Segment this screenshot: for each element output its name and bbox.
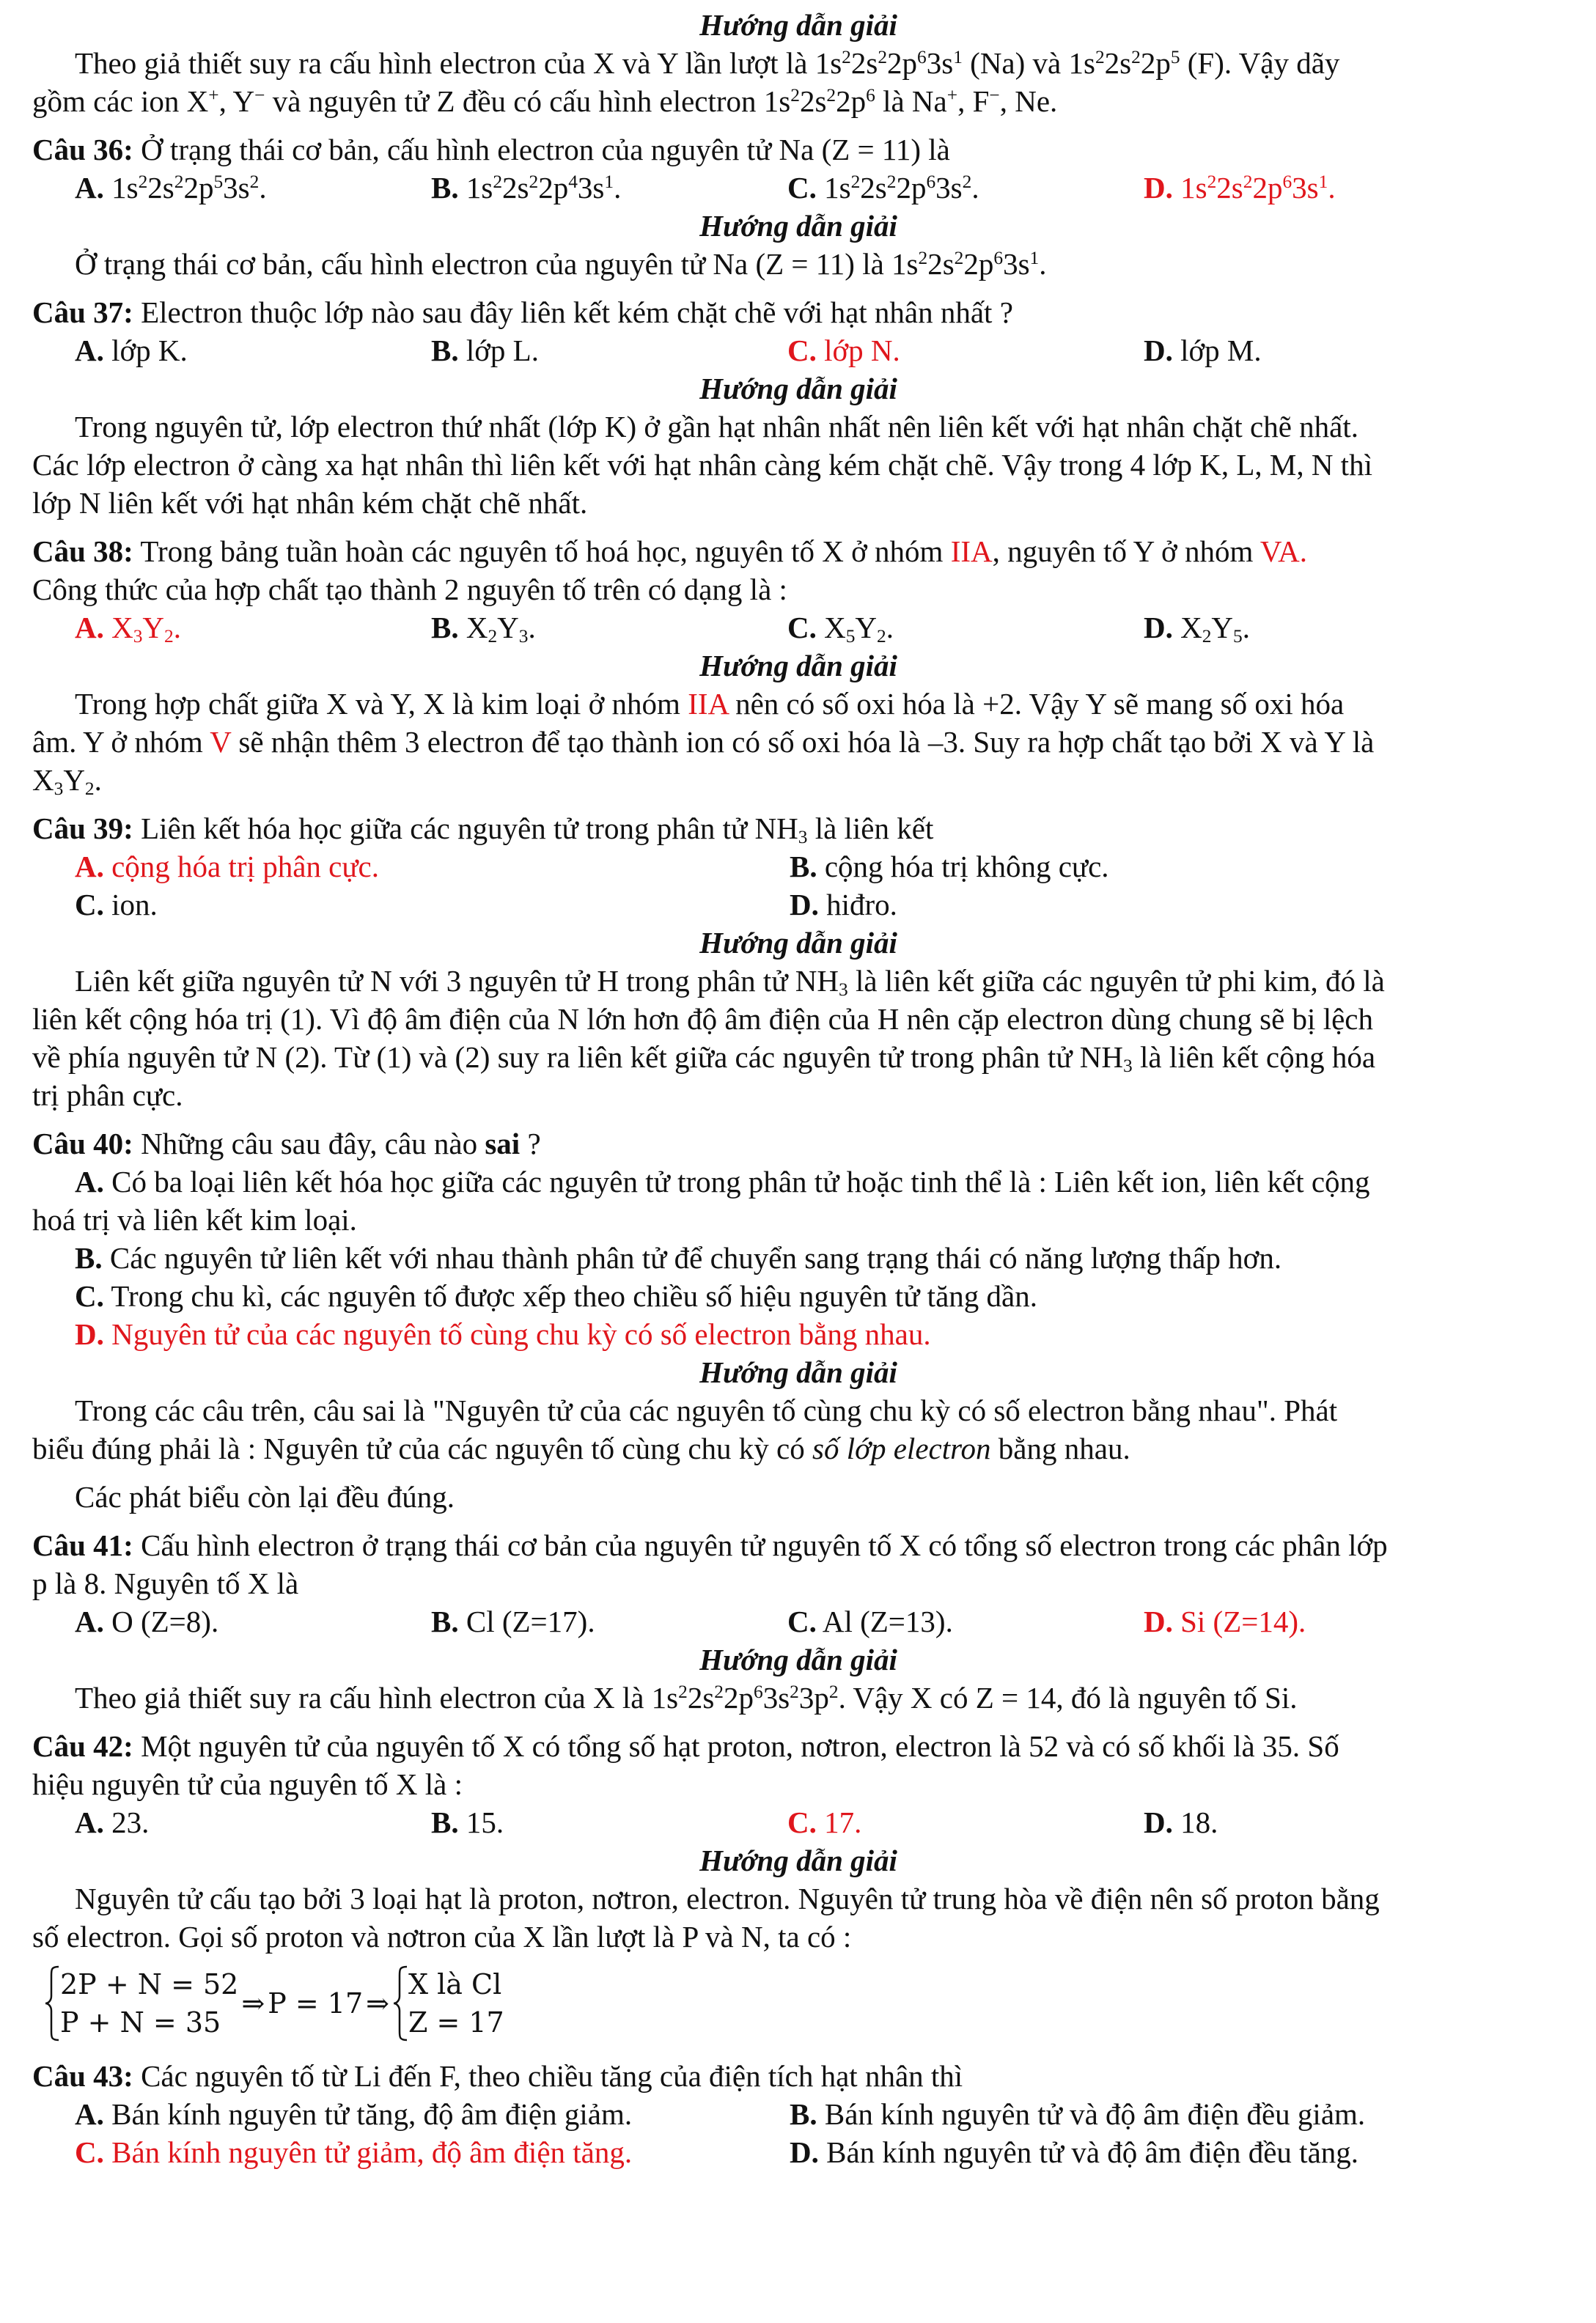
solution-42-line-2: số electron. Gọi số proton và nơtron của X lần lượt là P và N, ta có : — [32, 1920, 852, 1954]
solution-heading: Hướng dẫn giải — [699, 1844, 897, 1877]
option-36-a[interactable]: A. $1s^22s^22p^53s^2$. — [75, 171, 267, 205]
solution-38-line-2: âm. Y ở nhóm V sẽ nhận thêm 3 electron để tạo thành ion có số oxi hóa là –3. Suy ra hợp chất tạo bởi X và Y là — [32, 725, 1375, 759]
solution-39-line-1: Liên kết giữa nguyên tử N với 3 nguyên tử H trong phân tử $NH_3$ là liên kết giữa các nguyên tử phi kim, đó là — [75, 964, 1385, 1001]
document-page — [32, 6, 1564, 2171]
solution-37-line-2: Các lớp electron ở càng xa hạt nhân thì liên kết với hạt nhân càng kém chặt chẽ. Vậy trong 4 lớp K, L, M, N thì — [32, 448, 1372, 482]
solution-36: Ở trạng thái cơ bản, cấu hình electron của nguyên tử Na (Z = 11) là $1s^22s^22p^63s^1$. — [75, 247, 1047, 281]
equation-result: P = 17 — [268, 1987, 364, 2020]
option-36-b[interactable]: B. $1s^22s^22p^43s^1$. — [431, 171, 622, 205]
option-39-c[interactable]: C. ion. — [75, 888, 158, 921]
result-rows — [408, 1965, 504, 2042]
option-36-c[interactable]: C. $1s^22s^22p^63s^2$. — [787, 171, 979, 205]
solution-heading: Hướng dẫn giải — [699, 372, 897, 405]
solution-heading: Hướng dẫn giải — [699, 8, 897, 42]
option-42-b[interactable]: B. 15. — [431, 1805, 504, 1839]
solution-38-line-1: Trong hợp chất giữa X và Y, X là kim loại ở nhóm IIA nên có số oxi hóa là +2. Vậy Y sẽ mang số oxi hóa — [75, 687, 1345, 721]
options-41 — [32, 1602, 1564, 1641]
options-37 — [32, 331, 1564, 369]
options-39-row-1 — [32, 847, 1564, 886]
option-43-c-correct[interactable]: C. Bán kính nguyên tử giảm, độ âm điện tăng. — [75, 2135, 633, 2169]
option-43-d[interactable]: D. Bán kính nguyên tử và độ âm điện đều tăng. — [790, 2135, 1359, 2169]
option-37-b[interactable]: B. lớp L. — [431, 334, 539, 367]
solution-40-line-1: Trong các câu trên, câu sai là "Nguyên tử của các nguyên tố cùng chu kỳ có số electron bằng nhau". Phát — [75, 1394, 1338, 1427]
option-38-a-correct[interactable]: A. $X_3Y_2$. — [75, 611, 181, 647]
intro-line-1: Theo giả thiết suy ra cấu hình electron của X và Y lần lượt là $1s^22s^22p^63s^1$ (Na) và $1s^22s^22p^5$ (F). Vậy dãy — [75, 46, 1340, 80]
option-40-c[interactable]: C. Trong chu kì, các nguyên tố được xếp theo chiều số hiệu nguyên tử tăng dần. — [75, 1279, 1037, 1313]
question-42-line-2: hiệu nguyên tử của nguyên tố X là : — [32, 1767, 463, 1801]
option-38-b[interactable]: B. $X_2Y_3$. — [431, 611, 536, 647]
option-41-c[interactable]: C. Al (Z=13). — [787, 1605, 953, 1638]
options-43-row-2 — [32, 2133, 1564, 2171]
result-2: Z = 17 — [408, 2006, 504, 2039]
question-42: Câu 42: Một nguyên tử của nguyên tố X có tổng số hạt proton, nơtron, electron là 52 và có số khối là 35. Số — [32, 1729, 1339, 1763]
question-38: Câu 38: Trong bảng tuần hoàn các nguyên tố hoá học, nguyên tố X ở nhóm IIA, nguyên tố Y ở nhóm VA. — [32, 534, 1308, 568]
left-brace-icon — [392, 1965, 408, 2042]
option-38-d[interactable]: D. $X_2Y_5$. — [1144, 611, 1250, 647]
option-38-c[interactable]: C. $X_5Y_2$. — [787, 611, 894, 647]
option-37-c-correct[interactable]: C. lớp N. — [787, 334, 900, 367]
option-37-d[interactable]: D. lớp M. — [1144, 334, 1262, 367]
options-36 — [32, 169, 1564, 207]
intro-line-2: gồm các ion X+, Y− và nguyên tử Z đều có cấu hình electron $1s^22s^22p^6$ là Na+, F−, Ne. — [32, 84, 1058, 118]
option-41-a[interactable]: A. O (Z=8). — [75, 1605, 219, 1638]
option-42-c-correct[interactable]: C. 17. — [787, 1805, 862, 1839]
option-40-d-correct[interactable]: D. Nguyên tử của các nguyên tố cùng chu kỳ có số electron bằng nhau. — [75, 1317, 931, 1351]
question-41: Câu 41: Cấu hình electron ở trạng thái cơ bản của nguyên tử nguyên tố X có tổng số electron trong các phân lớp — [32, 1528, 1388, 1562]
option-40-a[interactable]: A. Có ba loại liên kết hóa học giữa các nguyên tử trong phân tử hoặc tinh thể là : Liên kết ion, liên kết cộng — [75, 1165, 1370, 1199]
option-41-b[interactable]: B. Cl (Z=17). — [431, 1605, 595, 1638]
question-37: Câu 37: Electron thuộc lớp nào sau đây liên kết kém chặt chẽ với hạt nhân nhất ? — [32, 295, 1013, 329]
option-43-a[interactable]: A. Bán kính nguyên tử tăng, độ âm điện giảm. — [75, 2097, 633, 2131]
equation-rows — [60, 1965, 238, 2042]
question-41-line-2: p là 8. Nguyên tố X là — [32, 1567, 299, 1600]
solution-39-line-2: liên kết cộng hóa trị (1). Vì độ âm điện của N lớn hơn độ âm điện của H nên cặp electron dùng chung sẽ bị lệch — [32, 1002, 1373, 1036]
solution-40-line-3: Các phát biểu còn lại đều đúng. — [75, 1480, 455, 1514]
option-36-d-correct[interactable]: D. $1s^22s^22p^63s^1$. — [1144, 171, 1336, 205]
solution-41: Theo giả thiết suy ra cấu hình electron của X là $1s^22s^22p^63s^23p^2$. Vậy X có Z = 14, đó là nguyên tố Si. — [75, 1681, 1298, 1715]
question-38-line-2: Công thức của hợp chất tạo thành 2 nguyên tố trên có dạng là : — [32, 573, 787, 606]
option-43-b[interactable]: B. Bán kính nguyên tử và độ âm điện đều giảm. — [790, 2097, 1366, 2131]
solution-37-line-1: Trong nguyên tử, lớp electron thứ nhất (lớp K) ở gần hạt nhân nhất nên liên kết với hạt nhân chặt chẽ nhất. — [75, 410, 1359, 443]
option-42-a[interactable]: A. 23. — [75, 1805, 150, 1839]
option-39-a-correct[interactable]: A. cộng hóa trị phân cực. — [75, 850, 380, 883]
solution-39-line-3: về phía nguyên tử N (2). Từ (1) và (2) suy ra liên kết giữa các nguyên tử trong phân tử $NH_3$ là liên kết cộng hóa — [32, 1040, 1376, 1077]
option-40-a-line-2: hoá trị và liên kết kim loại. — [32, 1203, 357, 1237]
equation-1: 2P + N = 52 — [60, 1968, 239, 2000]
question-36: Câu 36: Ở trạng thái cơ bản, cấu hình electron của nguyên tử Na (Z = 11) là — [32, 133, 950, 166]
option-39-b[interactable]: B. cộng hóa trị không cực. — [790, 850, 1109, 883]
solution-40-line-2: biểu đúng phải là : Nguyên tử của các nguyên tố cùng chu kỳ có số lớp electron bằng nhau. — [32, 1432, 1130, 1465]
implies-arrow-icon: ⇒ — [366, 1987, 389, 2020]
solution-heading: Hướng dẫn giải — [699, 1355, 897, 1389]
solution-heading: Hướng dẫn giải — [699, 1643, 897, 1676]
option-37-a[interactable]: A. lớp K. — [75, 334, 188, 367]
result-1: X là Cl — [408, 1968, 502, 2000]
question-40: Câu 40: Những câu sau đây, câu nào sai ? — [32, 1127, 541, 1160]
options-39-row-2 — [32, 886, 1564, 924]
solution-37-line-3: lớp N liên kết với hạt nhân kém chặt chẽ nhất. — [32, 486, 588, 520]
solution-heading: Hướng dẫn giải — [699, 209, 897, 243]
options-42 — [32, 1803, 1564, 1841]
solution-heading: Hướng dẫn giải — [699, 649, 897, 682]
left-brace-icon — [44, 1965, 60, 2042]
solution-heading: Hướng dẫn giải — [699, 926, 897, 960]
option-42-d[interactable]: D. 18. — [1144, 1805, 1218, 1839]
options-38 — [32, 608, 1564, 647]
equation-2: P + N = 35 — [60, 2006, 221, 2039]
option-40-b[interactable]: B. Các nguyên tử liên kết với nhau thành phân tử để chuyển sang trạng thái có năng lượng thấp hơn. — [75, 1241, 1282, 1275]
question-39: Câu 39: Liên kết hóa học giữa các nguyên tử trong phân tử $NH_3$ là liên kết — [32, 811, 934, 848]
solution-42-line-1: Nguyên tử cấu tạo bởi 3 loại hạt là proton, nơtron, electron. Nguyên tử trung hòa về điện nên số proton bằng — [75, 1882, 1380, 1915]
option-39-d[interactable]: D. hiđro. — [790, 888, 897, 921]
equation-system — [32, 1960, 1564, 2047]
solution-38-line-3: $X_3Y_2$. — [32, 763, 102, 800]
question-43: Câu 43: Các nguyên tố từ Li đến F, theo chiều tăng của điện tích hạt nhân thì — [32, 2059, 963, 2093]
option-41-d-correct[interactable]: D. Si (Z=14). — [1144, 1605, 1306, 1638]
options-43-row-1 — [32, 2095, 1564, 2133]
implies-arrow-icon: ⇒ — [241, 1987, 265, 2020]
solution-39-line-4: trị phân cực. — [32, 1078, 183, 1112]
